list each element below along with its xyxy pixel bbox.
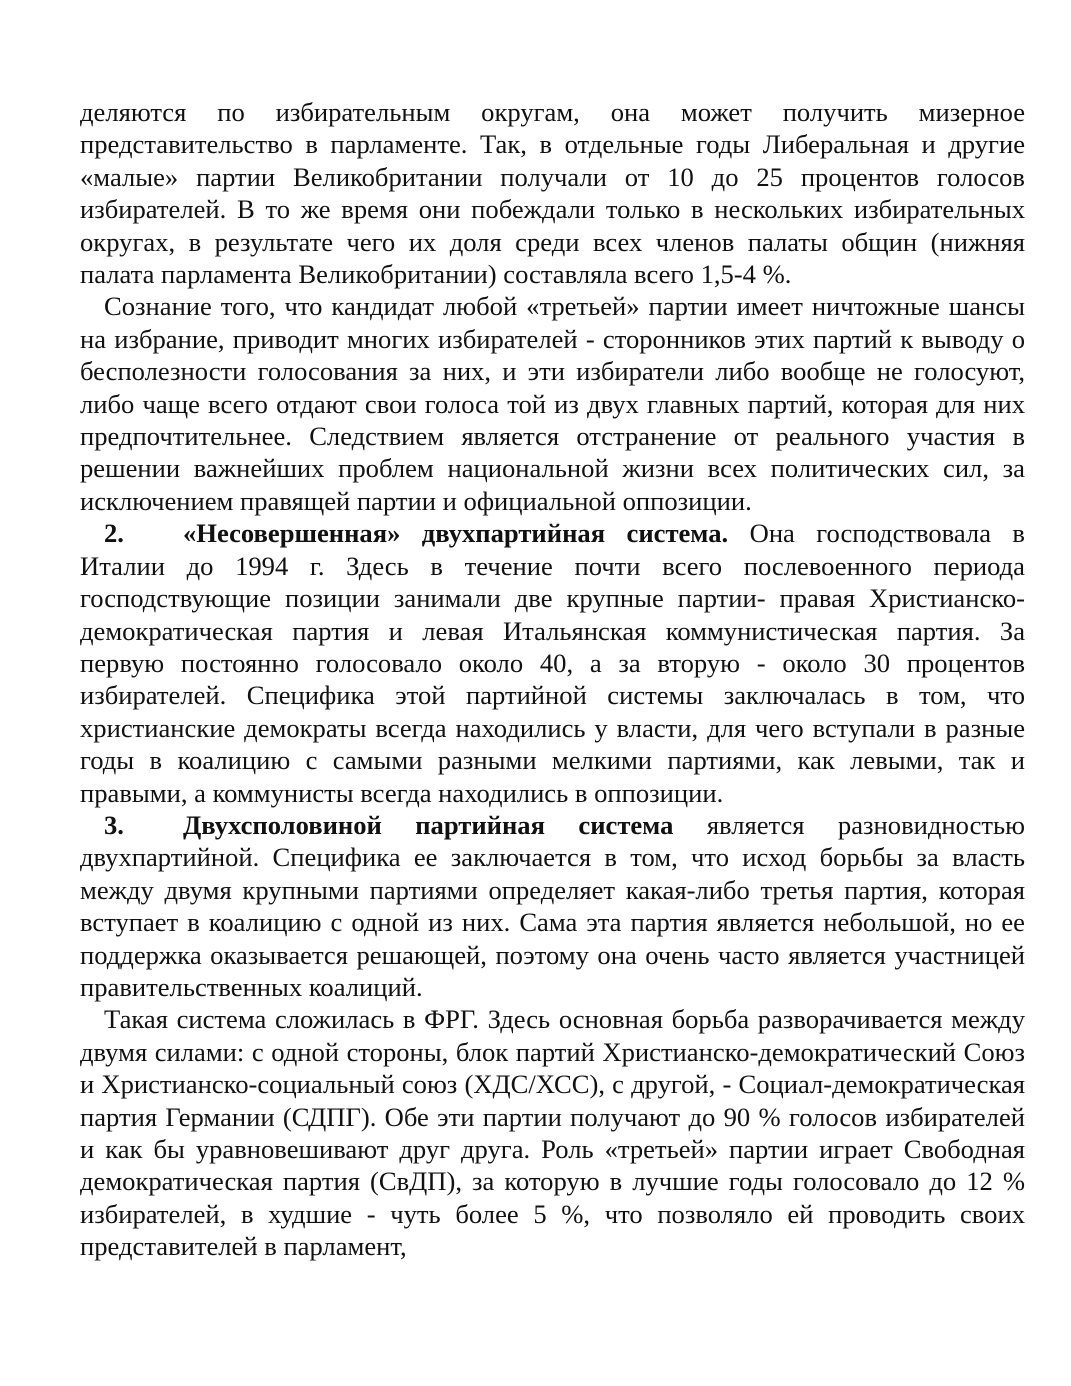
paragraph-third-party-awareness: Сознание того, что кандидат любой «третьей» партии имеет ничтожные шансы на избрание, приводит многих избирателей - сторонников этих партий к выводу о бесполезности голосования за них, и эти избиратели либо вообще не голосуют, либо чаще всего отдают свои голоса той из двух главных партий, которая для них предпочтительнее. Следствием является отстранение от реального участия в решении важнейших проблем национальной жизни всех политических сил, за исключением правящей партии и официальной оппозиции.: [80, 291, 1025, 516]
list-item-text: является разновидностью двухпартийной. Специфика ее заключается в том, что исход борьбы за власть между двумя крупными партиями определяет какая-либо третья партия, которая вступает в коалицию с одной из них. Сама эта партия является небольшой, но ее поддержка оказывается решающей, поэтому она очень часто является участницей правительственных коалиций.: [80, 809, 1025, 1002]
paragraph-electoral-districts: деляются по избирательным округам, она может получить мизерное представительство в парламенте. Так, в отдельные годы Либеральная и другие «малые» партии Великобритании получали от 10 до 25 процентов голосов избирателей. В то же время они побеждали только в нескольких избирательных округах, в результате чего их доля среди всех членов палаты общин (нижняя палата парламента Великобритании) составляла всего 1,5-4 %.: [80, 97, 1025, 290]
document-page: [80, 96, 1025, 1263]
list-item-two-and-half-party: [80, 809, 1025, 1003]
list-item-text: Она господствовала в Италии до 1994 г. Здесь в течение почти всего послевоенного периода господствующие позиции занимали две крупные партии- правая Христианско-демократическая партия и левая Итальянская коммунистическая партия. За первую постоянно голосовало около 40, а за вторую - около 30 процентов избирателей. Специфика этой партийной системы заключалась в том, что христианские демократы всегда находились у власти, для чего вступали в разные годы в коалицию с самыми разными мелкими партиями, как левыми, так и правыми, а коммунисты всегда находились в оппозиции.: [80, 518, 1025, 808]
list-item-heading: Двухсполовиной партийная система: [183, 809, 674, 840]
list-item-number: 2.: [104, 518, 124, 549]
list-item-number: 3.: [104, 809, 124, 840]
paragraph-frg-system: Такая система сложилась в ФРГ. Здесь основная борьба разворачивается между двумя силами: с одной стороны, блок партий Христианско-демократический Союз и Христианско-социальный союз (ХДС/ХСС), с другой, - Социал-демократическая партия Германии (СДПГ). Обе эти партии получают до 90 % голосов избирателей и как бы уравновешивают друг друга. Роль «третьей» партии играет Свободная демократическая партия (СвДП), за которую в лучшие годы голосовало до 12 % избирателей, в худшие - чуть более 5 %, что позволяло ей проводить своих представителей в парламент,: [80, 1004, 1025, 1262]
list-item-imperfect-two-party: [80, 517, 1025, 809]
list-item-heading: «Несовершенная» двухпартийная система.: [183, 518, 729, 549]
